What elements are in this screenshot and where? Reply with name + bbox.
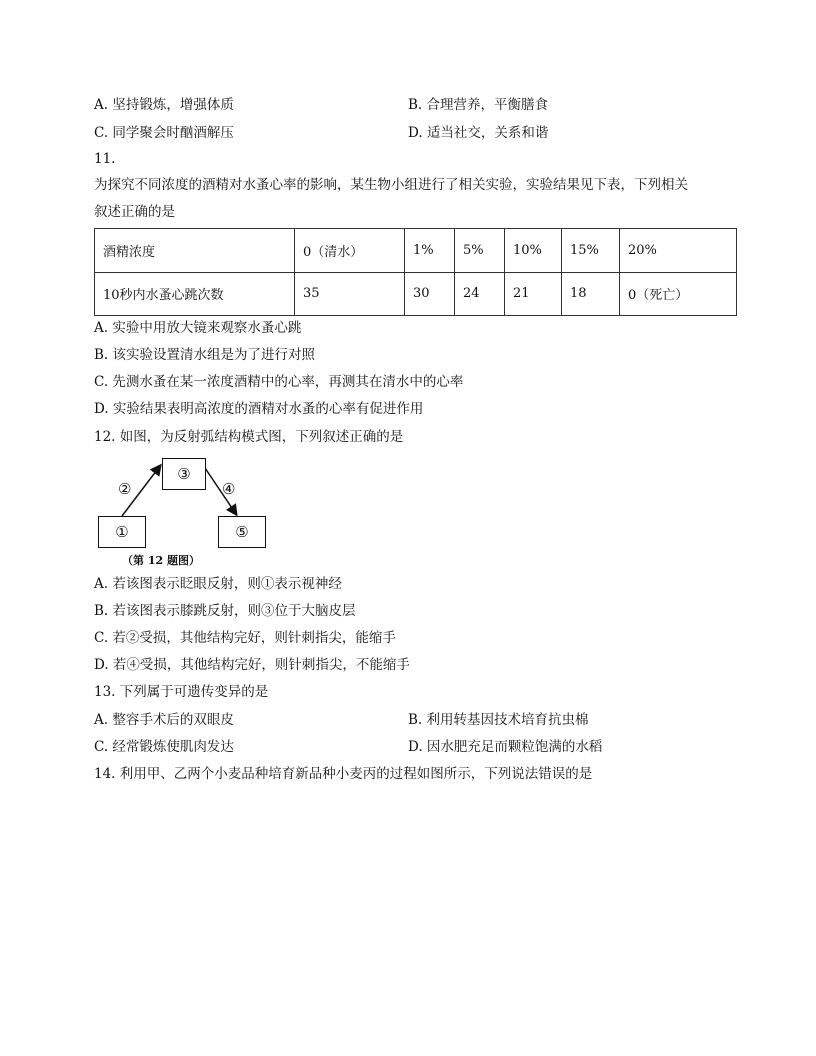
q11-option-b: B. 该实验设置清水组是为了进行对照	[94, 347, 316, 363]
q13-stem: 13. 下列属于可遗传变异的是	[94, 684, 269, 700]
q13-option-c: C. 经常锻炼使肌肉发达	[94, 739, 234, 755]
table-cell: 0（死亡）	[620, 272, 737, 316]
table-cell: 10秒内水蚤心跳次数	[95, 272, 295, 316]
structure-box-3: ③	[162, 458, 206, 490]
structure-box-5: ⑤	[218, 516, 266, 548]
q14-stem: 14. 利用甲、乙两个小麦品种培育新品种小麦丙的过程如图所示，下列说法错误的是	[94, 766, 593, 782]
table-cell: 20%	[620, 229, 737, 273]
q11-stem-line2: 叙述正确的是	[94, 204, 175, 220]
table-cell: 10%	[505, 229, 562, 273]
table-cell: 24	[455, 272, 505, 316]
q11-results-table	[94, 228, 737, 316]
q12-option-b: B. 若该图表示膝跳反射，则③位于大脑皮层	[94, 603, 356, 619]
diagram-caption: （第 12 题图）	[122, 554, 200, 567]
structure-box-1: ①	[98, 516, 146, 548]
reflex-arc-diagram	[94, 454, 274, 570]
q13-option-d: D. 因水肥充足而颗粒饱满的水稻	[408, 739, 603, 755]
q11-number: 11.	[94, 151, 116, 167]
q11-option-d: D. 实验结果表明高浓度的酒精对水蚤的心率有促进作用	[94, 401, 424, 417]
table-cell: 35	[295, 272, 405, 316]
table-cell: 30	[405, 272, 455, 316]
table-cell: 18	[562, 272, 620, 316]
q10-option-b: B. 合理营养，平衡膳食	[408, 97, 549, 113]
structure-label-2: ②	[118, 480, 132, 498]
structure-label-4: ④	[222, 480, 236, 498]
table-cell: 21	[505, 272, 562, 316]
q13-option-a: A. 整容手术后的双眼皮	[94, 712, 234, 728]
q11-stem-line1: 为探究不同浓度的酒精对水蚤心率的影响，某生物小组进行了相关实验，实验结果见下表，下列相关	[94, 177, 688, 193]
q10-option-d: D. 适当社交，关系和谐	[408, 125, 549, 141]
table-cell: 1%	[405, 229, 455, 273]
table-cell: 5%	[455, 229, 505, 273]
table-cell: 酒精浓度	[95, 229, 295, 273]
q12-stem: 12. 如图，为反射弧结构模式图，下列叙述正确的是	[94, 429, 404, 445]
q12-option-d: D. 若④受损，其他结构完好，则针刺指尖，不能缩手	[94, 657, 410, 673]
q12-option-c: C. 若②受损，其他结构完好，则针刺指尖，能缩手	[94, 630, 396, 646]
table-row	[95, 272, 737, 316]
q11-option-c: C. 先测水蚤在某一浓度酒精中的心率，再测其在清水中的心率	[94, 374, 464, 390]
table-row	[95, 229, 737, 273]
q13-option-b: B. 利用转基因技术培育抗虫棉	[408, 712, 589, 728]
table-cell: 15%	[562, 229, 620, 273]
q11-option-a: A. 实验中用放大镜来观察水蚤心跳	[94, 320, 302, 336]
q10-option-c: C. 同学聚会时酗酒解压	[94, 125, 234, 141]
table-cell: 0（清水）	[295, 229, 405, 273]
q12-option-a: A. 若该图表示眨眼反射，则①表示视神经	[94, 576, 342, 592]
q10-option-a: A. 坚持锻炼，增强体质	[94, 97, 234, 113]
